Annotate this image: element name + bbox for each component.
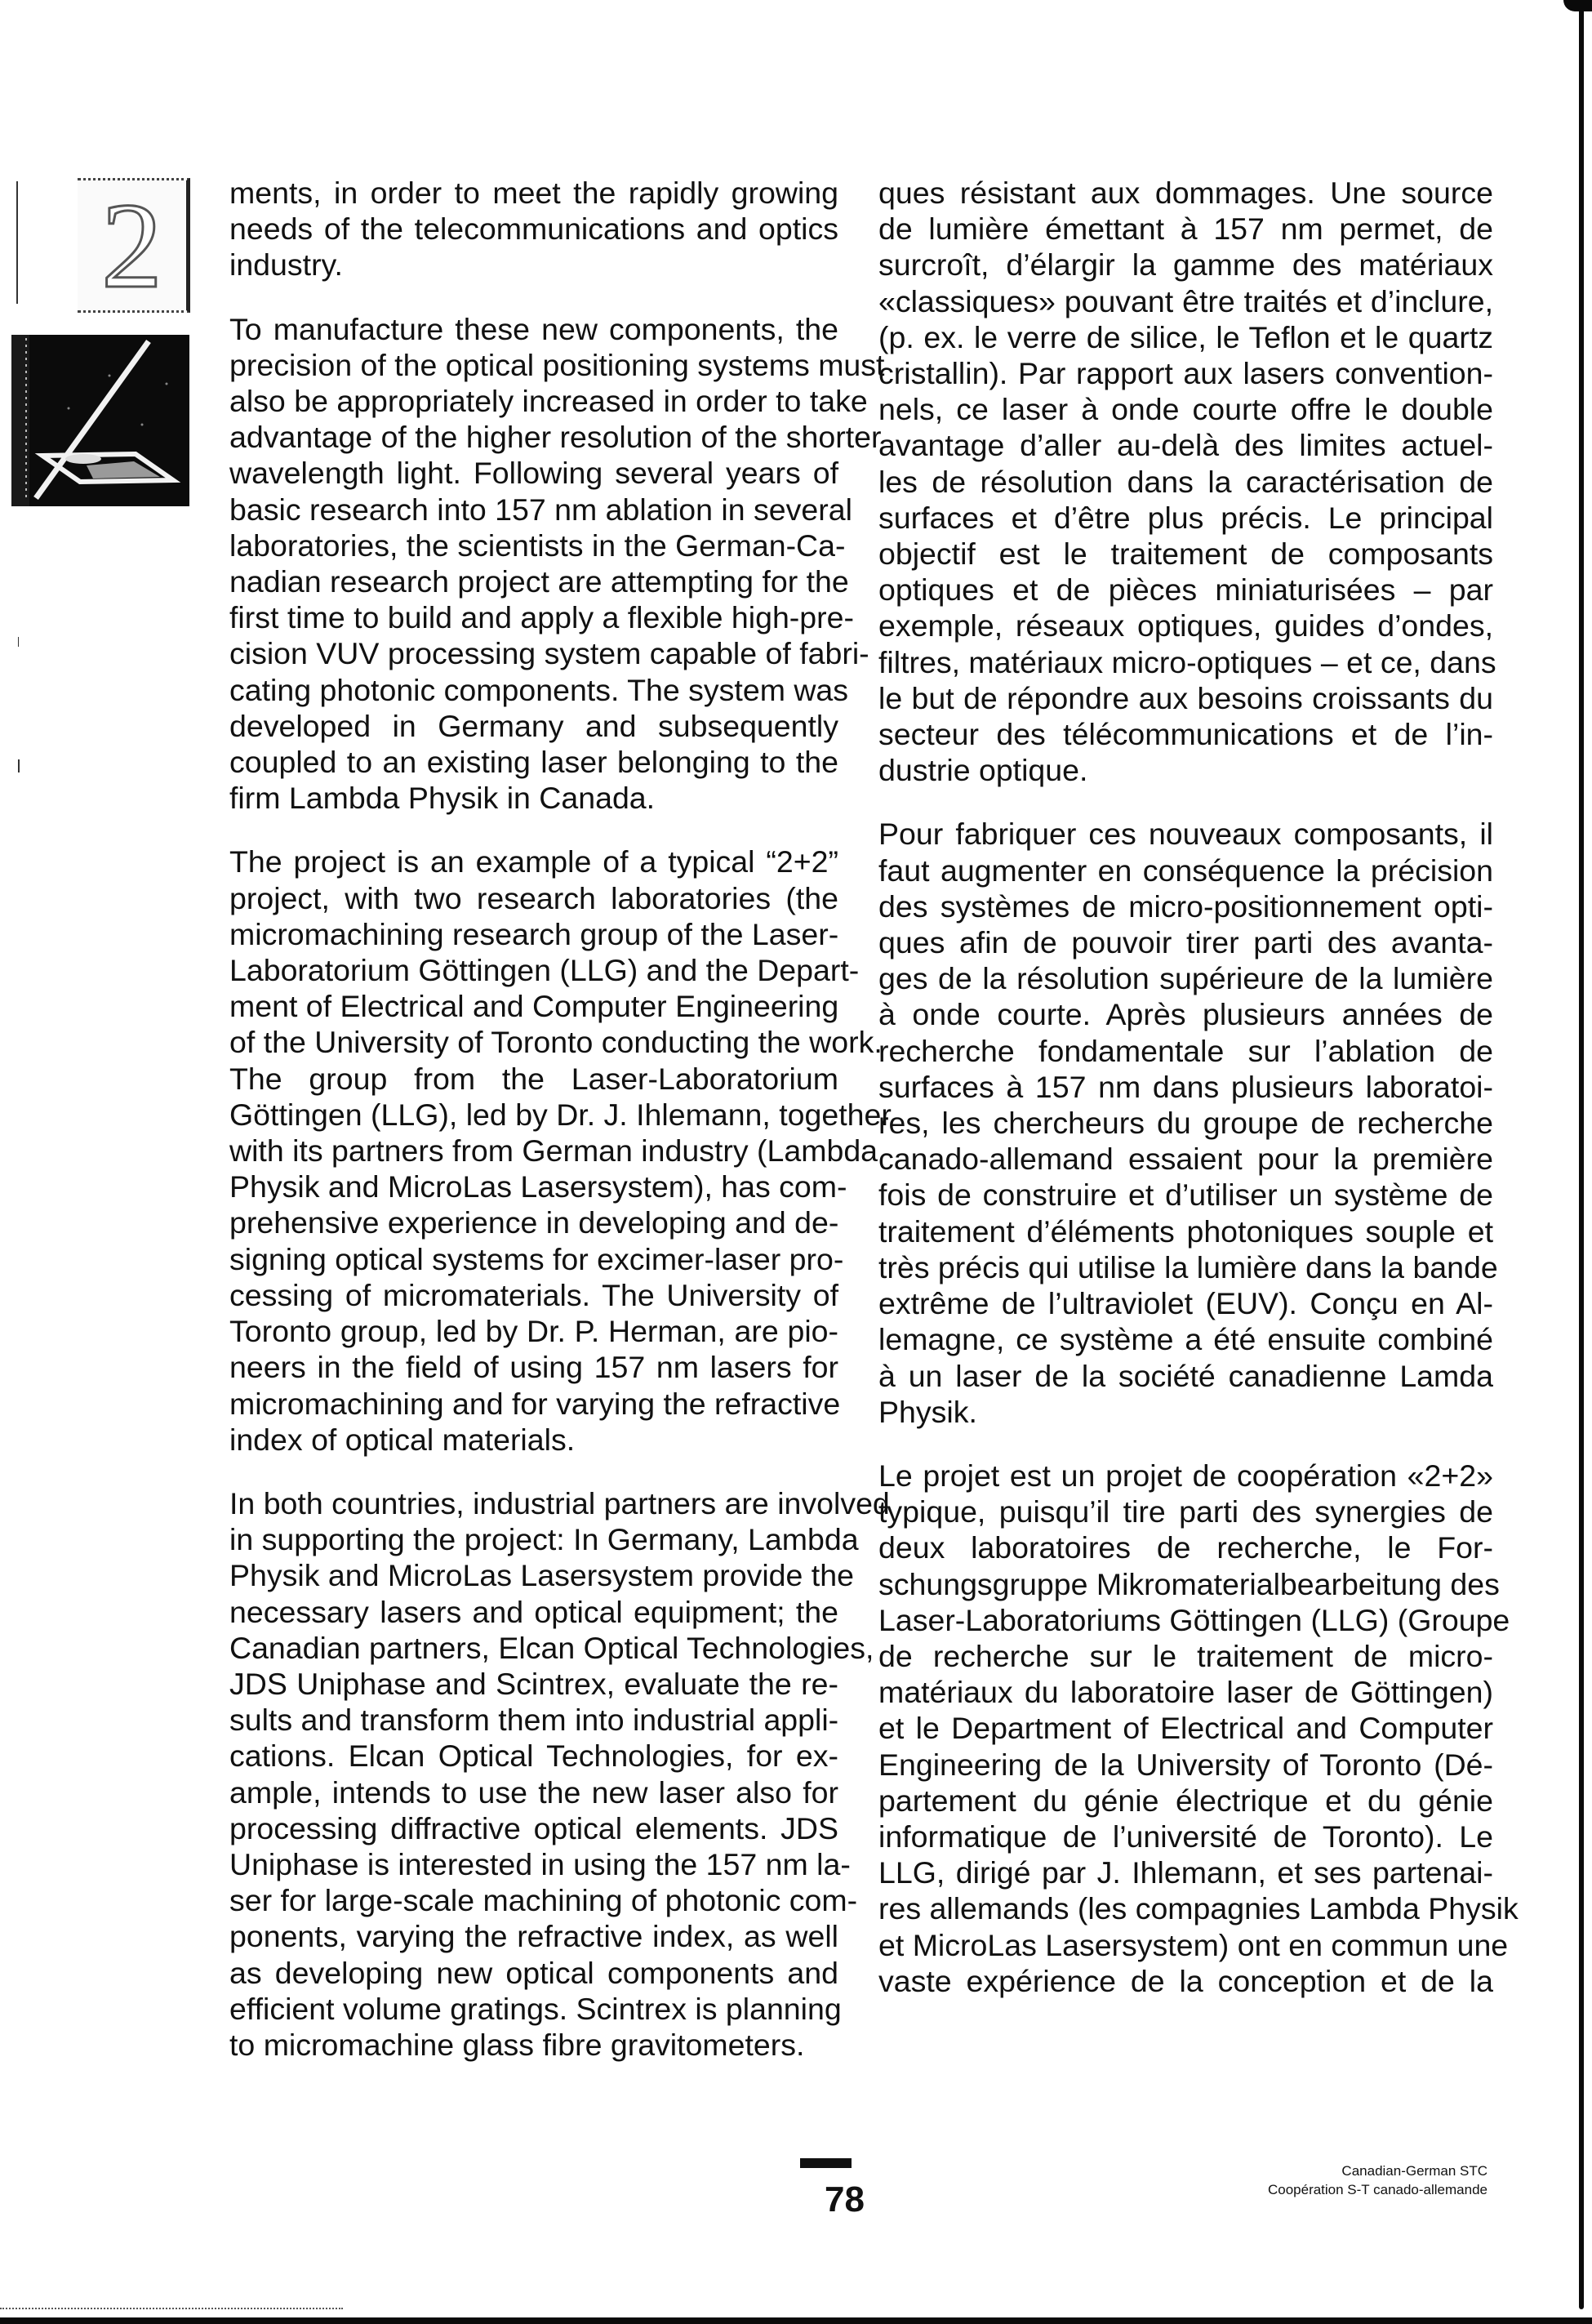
text-line: efficient volume gratings. Scintrex is planning bbox=[229, 1991, 842, 2026]
text-line: index of optical materials. bbox=[229, 1422, 576, 1457]
text-line: à un laser de la société canadienne Lamda bbox=[878, 1358, 1493, 1393]
text-line: JDS Uniphase and Scintrex, evaluate the re- bbox=[229, 1666, 838, 1701]
scan-edge-bottom-dotted bbox=[0, 2308, 343, 2310]
text-line: ments, in order to meet the rapidly growing bbox=[229, 176, 838, 210]
text-line: exemple, réseaux optiques, guides d’ondes, bbox=[878, 608, 1493, 643]
english-column bbox=[229, 175, 892, 2090]
text-line: developed in Germany and subsequently bbox=[229, 708, 838, 743]
text-line: deux laboratoires de recherche, le For- bbox=[878, 1530, 1493, 1565]
text-line: fois de construire et d’utiliser un système de bbox=[878, 1178, 1493, 1213]
text-line: signing optical systems for excimer-laser pro- bbox=[229, 1241, 844, 1276]
text-line: avantage d’aller au-delà des limites actuel- bbox=[878, 428, 1493, 463]
text-line: sults and transform them into industrial appli- bbox=[229, 1703, 839, 1738]
text-line: Toronto group, led by Dr. P. Herman, are pio- bbox=[229, 1314, 838, 1349]
chapter-number: 2 bbox=[101, 177, 162, 314]
text-line: recherche fondamentale sur l’ablation de bbox=[878, 1033, 1493, 1068]
text-line: à onde courte. Après plusieurs années de bbox=[878, 997, 1493, 1032]
text-line: secteur des télécommunications et de l’in- bbox=[878, 717, 1493, 752]
text-line: extrême de l’ultraviolet (EUV). Conçu en Al- bbox=[878, 1286, 1493, 1321]
text-line: (p. ex. le verre de silice, le Teflon et le quartz bbox=[878, 319, 1493, 354]
text-line: nadian research project are attempting for the bbox=[229, 564, 849, 599]
text-line: cision VUV processing system capable of fabri- bbox=[229, 636, 869, 671]
text-line: res, les chercheurs du groupe de recherche bbox=[878, 1106, 1493, 1141]
text-line: Uniphase is interested in using the 157 nm la- bbox=[229, 1846, 851, 1881]
text-line: Laser-Laboratoriums Göttingen (LLG) (Groupe bbox=[878, 1602, 1510, 1637]
text-line: et MicroLas Lasersystem) ont en commun une bbox=[878, 1927, 1509, 1962]
footer-publication-fr: Coopération S-T canado-allemande bbox=[1267, 2182, 1487, 2197]
chapter-photo bbox=[11, 335, 189, 506]
text-line: et le Department of Electrical and Computer bbox=[878, 1711, 1493, 1746]
text-line: precision of the optical positioning systems must bbox=[229, 347, 885, 382]
footer-publication-en: Canadian-German STC bbox=[1341, 2163, 1487, 2179]
paragraph-en-4 bbox=[229, 1485, 890, 2063]
text-line: ques afin de pouvoir tirer parti des avanta- bbox=[878, 925, 1493, 960]
text-line: ment of Electrical and Computer Engineering bbox=[229, 989, 839, 1024]
text-line: ges de la résolution supérieure de la lumière bbox=[878, 961, 1493, 996]
text-line: de lumière émettant à 157 nm permet, de bbox=[878, 211, 1493, 247]
text-line: with its partners from German industry (Lambda bbox=[229, 1133, 878, 1169]
text-line: The project is an example of a typical “2+2” bbox=[229, 844, 838, 879]
scan-edge-top-right bbox=[1563, 0, 1592, 11]
text-line: nels, ce laser à onde courte offre le double bbox=[878, 392, 1493, 427]
text-line: cessing of micromaterials. The University of bbox=[229, 1277, 838, 1312]
text-line: traitement d’éléments photoniques souple et bbox=[878, 1213, 1493, 1249]
paragraph-en-2 bbox=[229, 311, 885, 817]
text-line: To manufacture these new components, the bbox=[229, 311, 838, 346]
text-line: dustrie optique. bbox=[878, 753, 1088, 788]
page-number: 78 bbox=[825, 2179, 865, 2219]
text-line: informatique de l’université de Toronto). Le bbox=[878, 1819, 1493, 1854]
text-line: schungsgruppe Mikromaterialbearbeitung des bbox=[878, 1566, 1500, 1601]
paragraph-fr-3 bbox=[878, 1458, 1519, 1999]
text-line: Physik and MicroLas Lasersystem), has com- bbox=[229, 1169, 847, 1204]
text-line: Göttingen (LLG), led by Dr. J. Ihlemann, together bbox=[229, 1097, 892, 1132]
text-line: ques résistant aux dommages. Une source bbox=[878, 176, 1493, 210]
text-line: industry. bbox=[229, 247, 343, 283]
text-line: as developing new optical components and bbox=[229, 1955, 838, 1990]
footer-rule bbox=[800, 2158, 852, 2168]
paragraph-fr-1 bbox=[878, 175, 1496, 788]
text-line: processing diffractive optical elements. JDS bbox=[229, 1810, 838, 1845]
text-line: In both countries, industrial partners are involved bbox=[229, 1485, 890, 1520]
paragraph-en-3 bbox=[229, 844, 892, 1457]
text-line: of the University of Toronto conducting the work. bbox=[229, 1025, 883, 1060]
text-line: surfaces et d’être plus précis. Le principal bbox=[878, 500, 1493, 535]
text-line: LLG, dirigé par J. Ihlemann, et ses partenai- bbox=[878, 1855, 1493, 1890]
text-line: surfaces à 157 nm dans plusieurs laboratoi- bbox=[878, 1069, 1493, 1104]
text-line: cations. Elcan Optical Technologies, for ex- bbox=[229, 1739, 838, 1774]
text-line: res allemands (les compagnies Lambda Physik bbox=[878, 1891, 1519, 1926]
text-line: laboratories, the scientists in the German-Ca- bbox=[229, 528, 846, 563]
text-line: first time to build and apply a flexible high-pre- bbox=[229, 600, 854, 635]
text-line: neers in the field of using 157 nm lasers for bbox=[229, 1350, 838, 1385]
text-line: très précis qui utilise la lumière dans la bande bbox=[878, 1249, 1498, 1284]
text-line: ser for large-scale machining of photonic com- bbox=[229, 1883, 858, 1918]
text-line: «classiques» pouvant être traités et d’inclure, bbox=[878, 283, 1493, 318]
text-line: project, with two research laboratories (the bbox=[229, 880, 838, 915]
text-line: faut augmenter en conséquence la précision bbox=[878, 853, 1493, 888]
text-line: des systèmes de micro-positionnement opti- bbox=[878, 888, 1493, 924]
text-line: lemagne, ce système a été ensuite combiné bbox=[878, 1322, 1493, 1357]
text-line: micromachining research group of the Laser- bbox=[229, 916, 839, 951]
text-line: Physik. bbox=[878, 1394, 977, 1429]
text-line: cristallin). Par rapport aux lasers convention- bbox=[878, 356, 1493, 391]
paragraph-en-1 bbox=[229, 175, 838, 283]
text-line: prehensive experience in developing and de- bbox=[229, 1205, 839, 1240]
text-line: needs of the telecommunications and optics bbox=[229, 211, 838, 247]
text-line: Laboratorium Göttingen (LLG) and the Depart- bbox=[229, 953, 860, 988]
text-line: optiques et de pièces miniaturisées – par bbox=[878, 572, 1493, 608]
text-line: firm Lambda Physik in Canada. bbox=[229, 781, 656, 816]
laser-beam-icon bbox=[11, 335, 189, 506]
text-line: canado-allemand essaient pour la première bbox=[878, 1142, 1493, 1177]
scan-edge-right bbox=[1579, 7, 1584, 2309]
text-line: Physik and MicroLas Lasersystem provide the bbox=[229, 1558, 854, 1593]
chapter-marker bbox=[78, 178, 190, 313]
text-line: le but de répondre aux besoins croissants du bbox=[878, 680, 1493, 715]
text-line: ponents, varying the refractive index, as well bbox=[229, 1919, 838, 1954]
text-line: The group from the Laser-Laboratorium bbox=[229, 1061, 838, 1096]
text-line: Engineering de la University of Toronto (Dé- bbox=[878, 1747, 1493, 1782]
margin-tick bbox=[18, 637, 19, 647]
text-line: Canadian partners, Elcan Optical Technologies, bbox=[229, 1630, 874, 1665]
text-line: cating photonic components. The system was bbox=[229, 672, 849, 707]
text-line: in supporting the project: In Germany, Lambda bbox=[229, 1522, 859, 1557]
text-line: necessary lasers and optical equipment; the bbox=[229, 1594, 838, 1629]
text-line: basic research into 157 nm ablation in several bbox=[229, 492, 852, 527]
scan-edge-bottom bbox=[0, 2317, 1592, 2324]
footer-publication bbox=[1268, 2161, 1487, 2199]
text-line: Pour fabriquer ces nouveaux composants, il bbox=[878, 817, 1493, 852]
paragraph-fr-2 bbox=[878, 816, 1498, 1429]
french-column bbox=[878, 175, 1519, 2027]
text-line: ample, intends to use the new laser also for bbox=[229, 1774, 838, 1810]
text-line: to micromachine glass fibre gravitometers. bbox=[229, 2027, 805, 2062]
margin-rule bbox=[16, 181, 18, 304]
text-line: vaste expérience de la conception et de la bbox=[878, 1963, 1493, 1998]
text-line: coupled to an existing laser belonging to the bbox=[229, 745, 838, 780]
text-line: surcroît, d’élargir la gamme des matériaux bbox=[878, 247, 1493, 283]
text-line: matériaux du laboratoire laser de Göttingen) bbox=[878, 1675, 1493, 1710]
text-line: micromachining and for varying the refractive bbox=[229, 1386, 841, 1421]
text-line: les de résolution dans la caractérisation de bbox=[878, 464, 1493, 499]
text-line: de recherche sur le traitement de micro- bbox=[878, 1638, 1493, 1673]
text-line: advantage of the higher resolution of the shorter bbox=[229, 420, 882, 455]
margin-tick bbox=[18, 759, 20, 772]
text-line: objectif est le traitement de composants bbox=[878, 536, 1493, 572]
text-line: Le projet est un projet de coopération «2+2» bbox=[878, 1458, 1493, 1493]
text-line: partement du génie électrique et du génie bbox=[878, 1783, 1493, 1818]
text-line: also be appropriately increased in order to take bbox=[229, 384, 868, 419]
text-line: wavelength light. Following several years of bbox=[229, 456, 838, 491]
text-line: filtres, matériaux micro-optiques – et ce, dans bbox=[878, 644, 1496, 679]
text-line: typique, puisqu’il tire parti des synergies de bbox=[878, 1494, 1493, 1529]
